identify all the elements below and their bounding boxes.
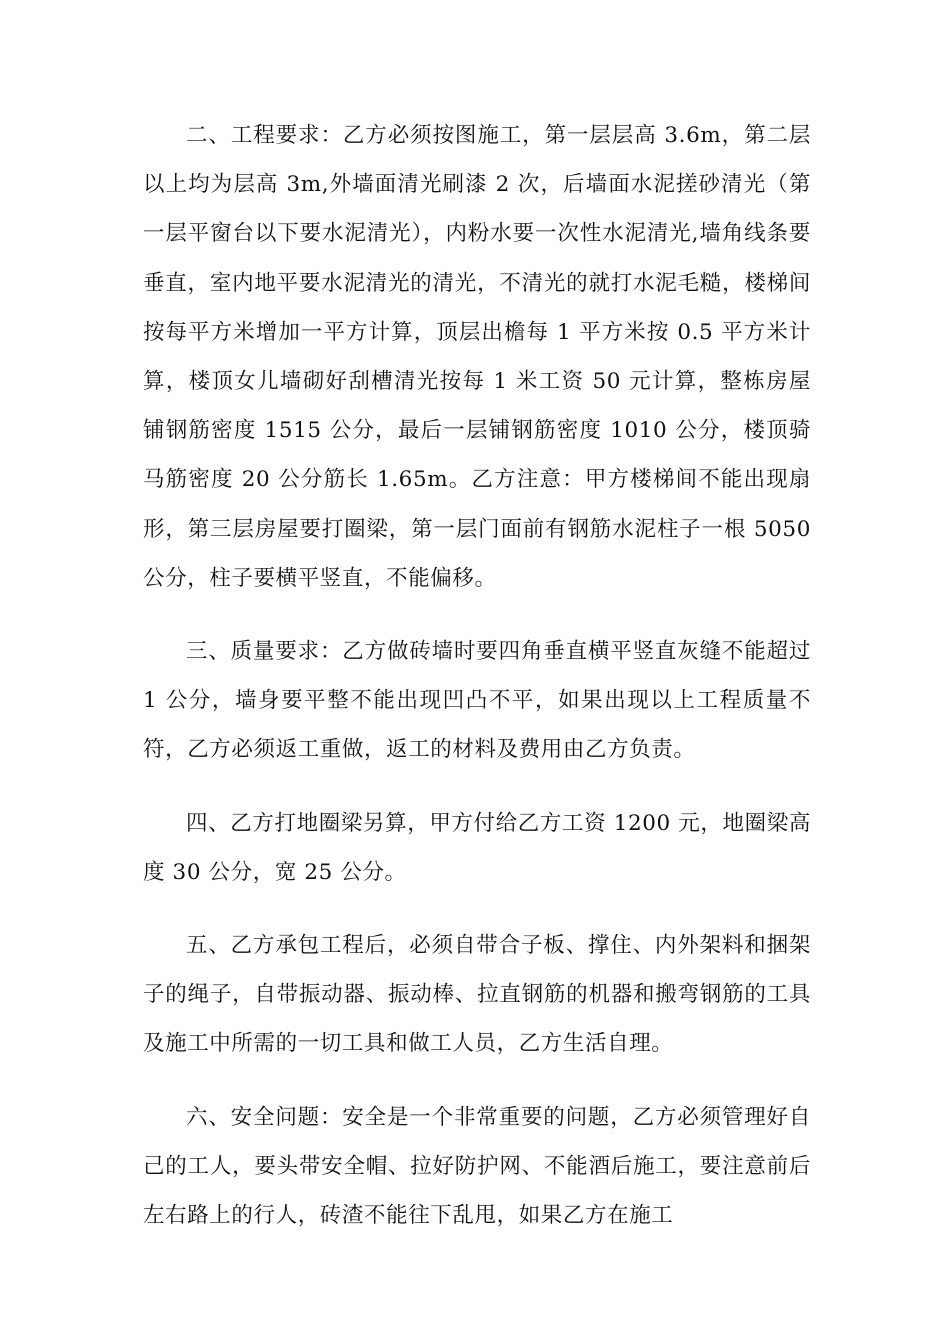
paragraph-quality-requirements: 三、质量要求：乙方做砖墙时要四角垂直横平竖直灰缝不能超过 1 公分，墙身要平整不能出现凹凸不平，如果出现以上工程质量不符，乙方必须返工重做，返工的材料及费用由乙方负责。 — [143, 639, 811, 763]
paragraph-ground-ring-beam: 四、乙方打地圈梁另算，甲方付给乙方工资 1200 元，地圈梁高度 30 公分，宽 25 公分。 — [143, 810, 811, 885]
paragraph-tools-and-equipment: 五、乙方承包工程后，必须自带合子板、撑住、内外架料和捆架子的绳子，自带振动器、振动棒、拉直钢筋的机器和搬弯钢筋的工具及施工中所需的一切工具和做工人员，乙方生活自理。 — [143, 933, 811, 1057]
paragraph-safety-issues: 六、安全问题：安全是一个非常重要的问题，乙方必须管理好自己的工人，要头带安全帽、拉好防护网、不能酒后施工，要注意前后左右路上的行人，砖渣不能往下乱甩，如果乙方在施工 — [143, 1104, 811, 1229]
paragraph-engineering-requirements: 二、工程要求：乙方必须按图施工，第一层层高 3.6m，第二层以上均为层高 3m,外墙面清光刷漆 2 次，后墙面水泥搓砂清光（第一层平窗台以下要水泥清光），内粉水要一次性水泥清光,墙角线条要垂直，室内地平要水泥清光的清光，不清光的就打水泥毛糙，楼梯间按每平方米增加一平方计算，顶层出檐每 1 平方米按 0.5 平方米计算，楼顶女儿墙砌好刮槽清光按每 1 米工资 50 元计算，整栋房屋铺钢筋密度 1515 公分，最后一层铺钢筋密度 1010 公分，楼顶骑马筋密度 20 公分筋长 1.65m。乙方注意：甲方楼梯间不能出现扇形，第三层房屋要打圈梁，第一层门面前有钢筋水泥柱子一根 5050 公分，柱子要横平竖直，不能偏移。 — [143, 123, 811, 591]
document-body — [143, 111, 811, 1264]
